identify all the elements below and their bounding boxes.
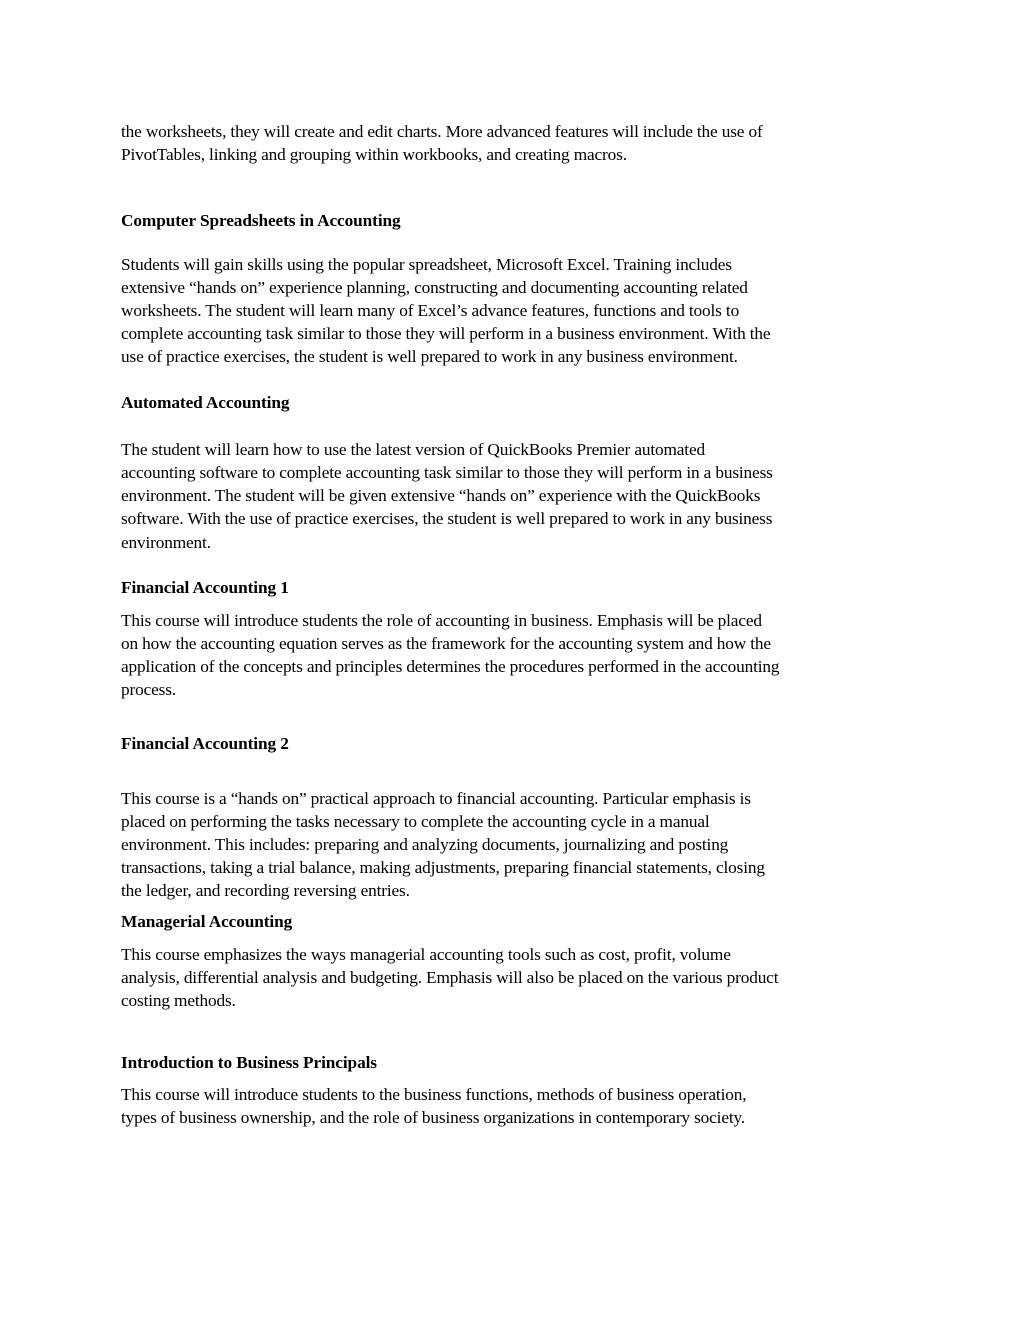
section-line: The student will learn how to use the latest version of QuickBooks Premier automated [121, 440, 705, 459]
section-line: types of business ownership, and the role of business organizations in contemporary society. [121, 1108, 746, 1127]
section-line: process. [121, 680, 176, 699]
section-line: This course emphasizes the ways managerial accounting tools such as cost, profit, volume [121, 945, 731, 964]
section-line: on how the accounting equation serves as the framework for the accounting system and how the [121, 634, 771, 653]
section-line: the ledger, and recording reversing entries. [121, 881, 410, 900]
intro-line: PivotTables, linking and grouping within workbooks, and creating macros. [121, 145, 627, 164]
section-line: Students will gain skills using the popular spreadsheet, Microsoft Excel. Training includes [121, 255, 732, 274]
section-line: extensive “hands on” experience planning, constructing and documenting accounting related [121, 278, 748, 297]
section-heading-automated-accounting: Automated Accounting [121, 393, 290, 412]
section-line: accounting software to complete accounting task similar to those they will perform in a business [121, 463, 773, 482]
section-line: worksheets. The student will learn many of Excel’s advance features, functions and tools to [121, 301, 740, 320]
section-heading-computer-spreadsheets: Computer Spreadsheets in Accounting [121, 211, 401, 230]
section-line: placed on performing the tasks necessary to complete the accounting cycle in a manual [121, 812, 710, 831]
section-line: complete accounting task similar to those they will perform in a business environment. With the [121, 324, 771, 343]
section-line: environment. This includes: preparing and analyzing documents, journalizing and posting [121, 835, 729, 854]
section-line: application of the concepts and principles determines the procedures performed in the accounting [121, 657, 780, 676]
section-line: costing methods. [121, 991, 236, 1010]
section-line: software. With the use of practice exercises, the student is well prepared to work in any business [121, 509, 773, 528]
section-heading-financial-accounting-2: Financial Accounting 2 [121, 734, 289, 753]
section-heading-financial-accounting-1: Financial Accounting 1 [121, 578, 289, 597]
section-line: transactions, taking a trial balance, making adjustments, preparing financial statements, closing [121, 858, 765, 877]
section-line: This course is a “hands on” practical approach to financial accounting. Particular emphasis is [121, 789, 751, 808]
section-line: This course will introduce students the role of accounting in business. Emphasis will be placed [121, 611, 762, 630]
section-heading-intro-business-principals: Introduction to Business Principals [121, 1053, 377, 1072]
section-line: This course will introduce students to the business functions, methods of business operation, [121, 1085, 747, 1104]
section-heading-managerial-accounting: Managerial Accounting [121, 912, 293, 931]
intro-line: the worksheets, they will create and edit charts. More advanced features will include the use of [121, 122, 763, 141]
section-line: use of practice exercises, the student is well prepared to work in any business environment. [121, 347, 738, 366]
section-line: environment. The student will be given extensive “hands on” experience with the QuickBooks [121, 486, 761, 505]
section-line: environment. [121, 533, 211, 552]
section-line: analysis, differential analysis and budgeting. Emphasis will also be placed on the various product [121, 968, 779, 987]
